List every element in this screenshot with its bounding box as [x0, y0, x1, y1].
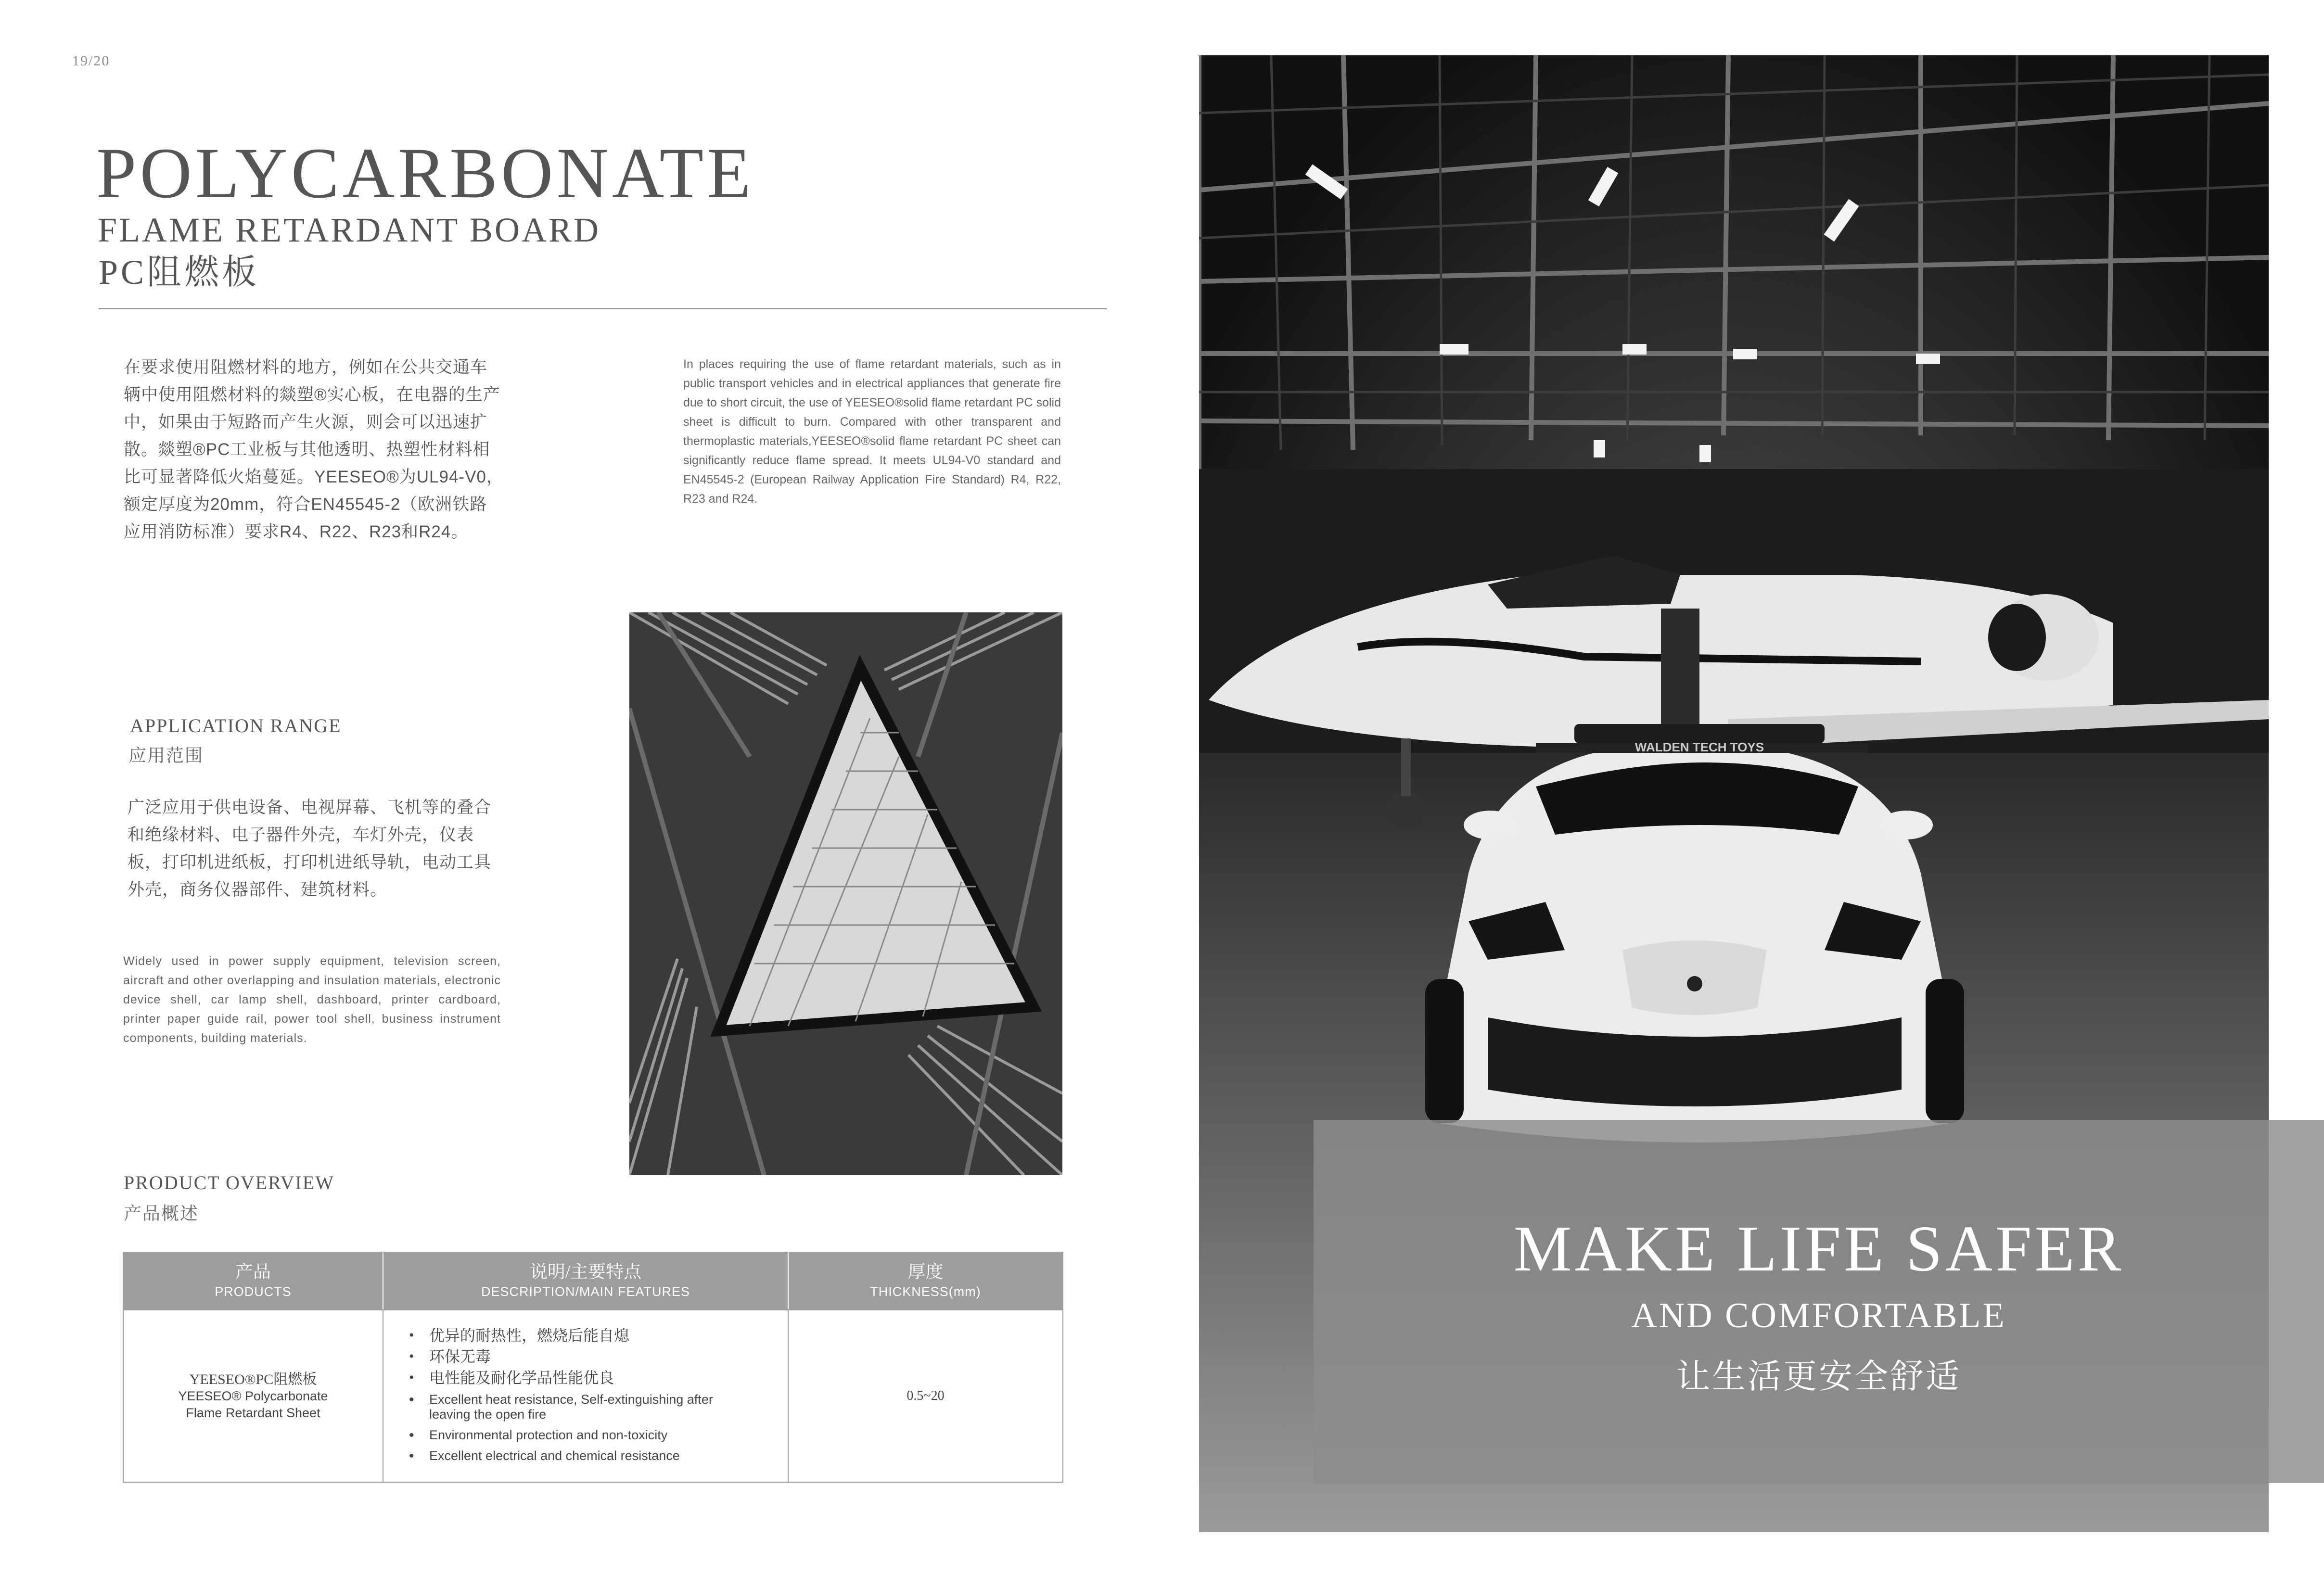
column-header-thickness [788, 1252, 1063, 1310]
feature-item: • 环保无毒 [429, 1348, 788, 1365]
title-divider [99, 308, 1107, 309]
application-text-en: Widely used in power supply equipment, television screen, aircraft and other overlapping and insulation materials, electronic device shell, car lamp shell, dashboard, printer cardboard, printer paper guide rail, power tool shell, business instrument components, building materials. [123, 954, 501, 1045]
application-heading-cn: 应用范围 [128, 746, 204, 765]
column-header-en: DESCRIPTION/MAIN FEATURES [481, 1284, 690, 1299]
column-header-cn: 说明/主要特点 [529, 1262, 642, 1282]
page-title: POLYCARBONATE [96, 133, 754, 213]
features-cell [383, 1310, 788, 1482]
column-header-products [123, 1252, 383, 1310]
hero-subtitle: AND COMFORTABLE [1631, 1296, 2006, 1335]
table-row [123, 1310, 1063, 1482]
page-title-cn: PC阻燃板 [99, 253, 260, 292]
feature-item: • 电性能及耐化学品性能优良 [429, 1369, 788, 1386]
table-header-row [123, 1252, 1063, 1310]
skylight-photo [629, 612, 1062, 1175]
intro-text-en: In places requiring the use of flame retardant materials, such as in public transport vehicles and in electrical appliances that generate fire due to short circuit, the use of YEESEO®solid flame retardant PC solid sheet is difficult to burn. Compared with other transparent and thermoplastic materials,YEESEO®solid flame retardant PC sheet can significantly reduce flame spread. It meets UL94-V0 standard and EN45545-2 (European Railway Application Fire Standard) R4, R22, R23 and R24. [683, 357, 1061, 506]
column-header-cn: 厚度 [907, 1262, 944, 1282]
feature-item: • Excellent heat resistance, Self-extinguishing after leaving the open fire [429, 1392, 737, 1422]
application-text-cn: 广泛应用于供电设备、电视屏幕、飞机等的叠合和绝缘材料、电子器件外壳，车灯外壳，仪表板，打印机进纸板，打印机进纸导轨，电动工具外壳，商务仪器部件、建筑材料。 [128, 798, 492, 899]
thickness-cell: 0.5~20 [788, 1310, 1063, 1482]
hero-title-cn: 让生活更安全舒适 [1676, 1358, 1961, 1396]
column-header-cn: 产品 [235, 1262, 271, 1282]
product-cell [123, 1310, 383, 1482]
column-header-description [383, 1252, 788, 1310]
product-name-en-2: Flame Retardant Sheet [186, 1405, 320, 1420]
column-header-en: PRODUCTS [215, 1284, 292, 1299]
feature-item: • Excellent electrical and chemical resistance [429, 1448, 788, 1463]
product-table [123, 1252, 1062, 1483]
feature-item: • 优异的耐热性，燃烧后能自熄 [429, 1327, 788, 1344]
feature-item: • Environmental protection and non-toxicity [429, 1428, 788, 1443]
page-subtitle: FLAME RETARDANT BOARD [98, 211, 600, 249]
overview-heading-cn: 产品概述 [124, 1204, 199, 1223]
intro-text-cn: 在要求使用阻燃材料的地方，例如在公共交通车辆中使用阻燃材料的燚塑®实心板，在电器的生产中，如果由于短路而产生火源，则会可以迅速扩散。燚塑®PC工业板与其他透明、热塑性材料相比可显著降低火焰蔓延。YEESEO®为UL94-V0，额定厚度为20mm，符合EN45545-2（欧洲铁路应用消防标准）要求R4、R22、R23和R24。 [124, 358, 504, 541]
product-name-en: YEESEO® Polycarbonate [178, 1388, 328, 1403]
hero-overlay [1314, 1120, 2324, 1483]
features-list [383, 1327, 788, 1463]
overview-heading: PRODUCT OVERVIEW [124, 1172, 335, 1193]
product-name-cn: YEESEO®PC阻燃板 [189, 1371, 317, 1387]
column-header-en: THICKNESS(mm) [870, 1284, 981, 1299]
application-heading: APPLICATION RANGE [130, 715, 342, 736]
hero-title: MAKE LIFE SAFER [1513, 1213, 2124, 1285]
page-number: 19/20 [72, 53, 110, 69]
spoiler-badge-text: WALDEN TECH TOYS [1634, 740, 1764, 754]
